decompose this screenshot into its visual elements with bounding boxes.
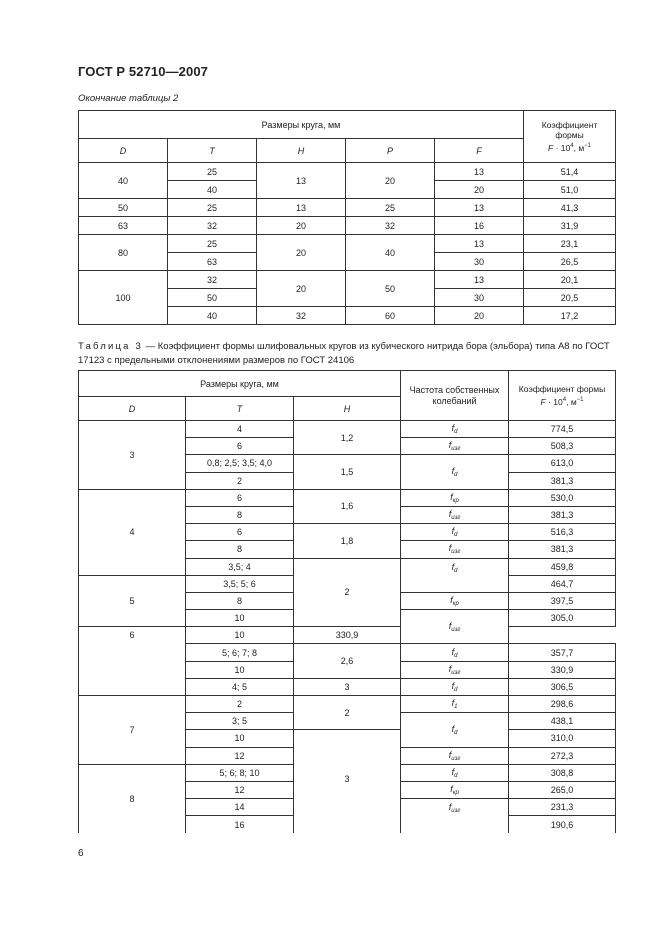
- cell-h: 3: [294, 730, 401, 833]
- cell-d: 8: [79, 764, 186, 833]
- cell-f: 16: [435, 217, 524, 235]
- cell-coef: 51,0: [524, 181, 616, 199]
- cell-h: 1,5: [294, 455, 401, 489]
- cell-coef: 17,2: [524, 307, 616, 325]
- cell-freq: $f_{изг}$: [401, 438, 509, 455]
- cell-freq: $f_{кр}$: [401, 489, 509, 506]
- cell-t: 32: [168, 271, 257, 289]
- cell-coef: 23,1: [524, 235, 616, 253]
- cell-t: 63: [168, 253, 257, 271]
- cell-coef: 381,3: [509, 472, 616, 489]
- table-3: [78, 370, 616, 833]
- page-number: 6: [78, 848, 84, 859]
- cell-f: 30: [435, 289, 524, 307]
- cell-freq: $f_d$: [401, 455, 509, 489]
- cell-coef: 20,5: [524, 289, 616, 307]
- cell-t: 5; 6; 7; 8: [186, 644, 294, 661]
- cell-coef: 508,3: [509, 438, 616, 455]
- cell-t: 8: [186, 592, 294, 609]
- cell-p: 50: [346, 271, 435, 307]
- cell-freq: $f_{кр}$: [401, 781, 509, 798]
- table2-coef-header: Коэффициент формы $F \cdot 10^4$, $м^{-1}$: [524, 111, 616, 163]
- cell-freq: $f_{изг}$: [401, 506, 509, 523]
- cell-p: 20: [346, 163, 435, 199]
- cell-d: 5: [79, 575, 186, 627]
- cell-coef: 26,5: [524, 253, 616, 271]
- cell-h: 20: [257, 217, 346, 235]
- cell-freq: $f_d$: [401, 524, 509, 541]
- col-header-t: T: [186, 397, 294, 421]
- cell-t: 40: [168, 181, 257, 199]
- cell-coef: 459,8: [509, 558, 616, 575]
- cell-freq: $f_d$: [401, 713, 509, 747]
- cell-d: 80: [79, 235, 168, 271]
- cell-freq: $f_d$: [401, 764, 509, 781]
- cell-h: 3: [294, 678, 401, 695]
- cell-coef: 190,6: [509, 816, 616, 833]
- cell-coef: 41,3: [524, 199, 616, 217]
- cell-coef: 265,0: [509, 781, 616, 798]
- cell-coef: 51,4: [524, 163, 616, 181]
- col-header-t: T: [168, 139, 257, 163]
- cell-p: 40: [346, 235, 435, 271]
- cell-h: 2,6: [294, 644, 401, 678]
- cell-coef: 298,6: [509, 696, 616, 713]
- cell-coef: 20,1: [524, 271, 616, 289]
- cell-t: 3; 5: [186, 713, 294, 730]
- cell-t: 32: [168, 217, 257, 235]
- table3-group-header: Размеры круга, мм: [79, 371, 401, 397]
- cell-freq: $f_d$: [401, 558, 509, 592]
- cell-f: 13: [435, 271, 524, 289]
- cell-coef: 330,9: [509, 661, 616, 678]
- table3-coef-header: Коэффициент формы $F \cdot 10^4$, $м^{-1}$: [509, 371, 616, 421]
- cell-t: 5; 6; 8; 10: [186, 764, 294, 781]
- cell-freq: $f_{изг}$: [401, 661, 509, 678]
- cell-t: 4; 5: [186, 678, 294, 695]
- cell-coef: 310,0: [509, 730, 616, 747]
- cell-coef: 397,5: [509, 592, 616, 609]
- cell-t: 25: [168, 235, 257, 253]
- cell-h: 32: [257, 307, 346, 325]
- col-header-d: D: [79, 397, 186, 421]
- col-header-p: P: [346, 139, 435, 163]
- cell-freq: $f_{изг}$: [401, 747, 509, 764]
- cell-h: 13: [257, 199, 346, 217]
- cell-f: 13: [435, 199, 524, 217]
- cell-h: 20: [257, 235, 346, 271]
- cell-d: 3: [79, 421, 186, 490]
- table-2: [78, 110, 616, 325]
- cell-t: 25: [168, 163, 257, 181]
- cell-t: 2: [186, 472, 294, 489]
- cell-freq: $f_{изг}$: [401, 541, 509, 558]
- cell-t: 6: [186, 438, 294, 455]
- cell-t: 16: [186, 816, 294, 833]
- cell-h: 2: [294, 558, 401, 627]
- cell-t: 6: [186, 524, 294, 541]
- table2-group-header: Размеры круга, мм: [79, 111, 524, 139]
- cell-t: 10: [186, 661, 294, 678]
- cell-d: 63: [79, 217, 168, 235]
- cell-coef: 330,9: [294, 627, 401, 644]
- cell-coef: 438,1: [509, 713, 616, 730]
- cell-coef: 516,3: [509, 524, 616, 541]
- cell-coef: 31,9: [524, 217, 616, 235]
- col-header-h: H: [257, 139, 346, 163]
- cell-coef: 613,0: [509, 455, 616, 472]
- cell-freq: $f_d$: [401, 644, 509, 661]
- cell-t: 0,8; 2,5; 3,5; 4,0: [186, 455, 294, 472]
- cell-h: 1,2: [294, 421, 401, 455]
- col-header-h: H: [294, 397, 401, 421]
- table3-freq-header: Частота собственных колебаний: [401, 371, 509, 421]
- cell-freq: $f_{кр}$: [401, 592, 509, 609]
- cell-t: 40: [168, 307, 257, 325]
- cell-d: 50: [79, 199, 168, 217]
- cell-t: 3,5; 4: [186, 558, 294, 575]
- cell-f: 20: [435, 181, 524, 199]
- col-header-d: D: [79, 139, 168, 163]
- cell-t: 12: [186, 747, 294, 764]
- cell-h: 1,6: [294, 489, 401, 523]
- table3-caption: Таблица 3 — Коэффициент формы шлифовальных кругов из кубического нитрида бора (эльбора) типа А8 по ГОСТ 17123 с предельными отклонениями размеров по ГОСТ 24106: [78, 341, 610, 366]
- cell-h: 20: [257, 271, 346, 307]
- cell-freq: $f_{изг}$: [401, 799, 509, 833]
- cell-t: 8: [186, 541, 294, 558]
- cell-t: 50: [168, 289, 257, 307]
- cell-freq: $f_1$: [401, 696, 509, 713]
- cell-h: 1,8: [294, 524, 401, 558]
- cell-freq: $f_{изг}$: [401, 610, 509, 644]
- cell-coef: 306,5: [509, 678, 616, 695]
- cell-t: 8: [186, 506, 294, 523]
- cell-coef: 381,3: [509, 506, 616, 523]
- cell-t: 3,5; 5; 6: [186, 575, 294, 592]
- cell-d: 4: [79, 489, 186, 575]
- cell-coef: 530,0: [509, 489, 616, 506]
- cell-t: 12: [186, 781, 294, 798]
- cell-coef: 308,8: [509, 764, 616, 781]
- cell-h: 13: [257, 163, 346, 199]
- cell-d: 40: [79, 163, 168, 199]
- table2-caption: Окончание таблицы 2: [78, 93, 179, 104]
- cell-t: 4: [186, 421, 294, 438]
- cell-f: 30: [435, 253, 524, 271]
- cell-t: 10: [186, 610, 294, 627]
- cell-coef: 231,3: [509, 799, 616, 816]
- cell-d: 6: [79, 627, 186, 696]
- cell-d: 100: [79, 271, 168, 325]
- cell-t: 2: [186, 696, 294, 713]
- cell-coef: 464,7: [509, 575, 616, 592]
- cell-f: 20: [435, 307, 524, 325]
- cell-freq: $f_d$: [401, 678, 509, 695]
- cell-h: 2: [294, 696, 401, 730]
- cell-f: 13: [435, 163, 524, 181]
- cell-p: 60: [346, 307, 435, 325]
- cell-coef: 774,5: [509, 421, 616, 438]
- cell-p: 32: [346, 217, 435, 235]
- col-header-f: F: [435, 139, 524, 163]
- cell-t: 25: [168, 199, 257, 217]
- cell-d: 7: [79, 696, 186, 765]
- cell-coef: 381,3: [509, 541, 616, 558]
- cell-t: 10: [186, 627, 294, 644]
- cell-f: 13: [435, 235, 524, 253]
- cell-coef: 272,3: [509, 747, 616, 764]
- cell-t: 10: [186, 730, 294, 747]
- cell-t: 14: [186, 799, 294, 816]
- cell-p: 25: [346, 199, 435, 217]
- cell-freq: $f_d$: [401, 421, 509, 438]
- document-code: ГОСТ Р 52710—2007: [78, 64, 208, 79]
- cell-t: 6: [186, 489, 294, 506]
- cell-coef: 305,0: [509, 610, 616, 627]
- cell-coef: 357,7: [509, 644, 616, 661]
